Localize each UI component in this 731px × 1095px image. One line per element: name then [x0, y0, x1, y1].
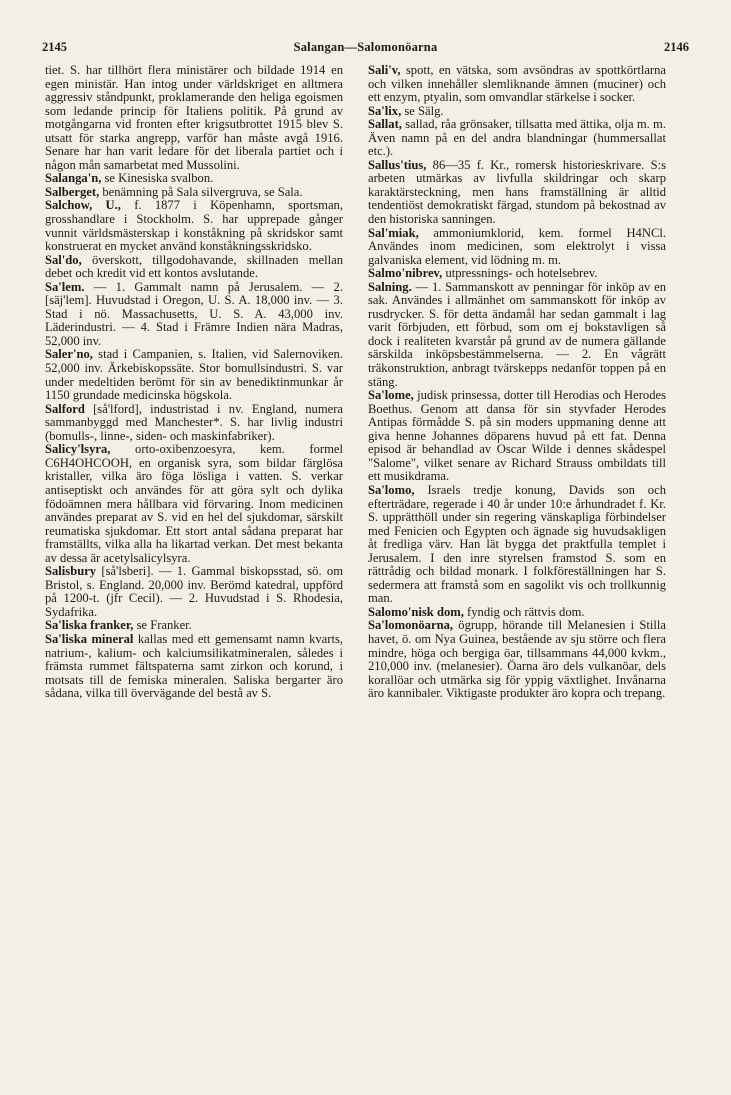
entry-headword: Sallat,	[368, 117, 402, 132]
entry-text: utpressnings- och hotelsebrev.	[442, 266, 598, 281]
dictionary-entry	[45, 281, 343, 349]
entry-headword: Salanga'n,	[45, 171, 102, 186]
dictionary-entry	[45, 64, 343, 172]
dictionary-entry	[368, 159, 666, 227]
dictionary-entry	[45, 186, 343, 200]
entry-text: stad i Campanien, s. Italien, vid Salernoviken. 52,000 inv. Ärkebiskopssäte. Stor bomullsindustri. S. var under medeltiden berömt för sin av benediktinmunkar år 1150 grundade medicinska högskola.	[45, 347, 343, 403]
page-number-right: 2146	[663, 40, 689, 54]
entry-headword: Salberget,	[45, 184, 100, 199]
entry-text: f. 1877 i Köpenhamn, sportsman, grosshandlare i Stockholm. S. har upprepade gånger vunnit världsmästerskap i konståkning på skridskor samt konstruerat en mycket använd konståkningsskridsko.	[45, 198, 343, 254]
entry-text: — 1. Sammanskott av penningar för inköp av en sak. Användes i allmänhet om sammanskott för inköp av rusdrycker. S. för detta ändamål har sedan gammalt i lag varit förbjuden, ett förbud, som om ej bokstavligen så dock i realiteten kvarstår på grund av de numera gällande särskilda inköpsbestämmelserna. — 2. En vågrätt träkonstruktion, anbragt tvärskepps nedanför toppen på en stäng.	[368, 279, 666, 389]
dictionary-entry	[368, 389, 666, 484]
entry-headword: Salchow, U.,	[45, 198, 121, 213]
entry-headword: Sa'liska mineral	[45, 631, 134, 646]
entry-headword: Salisbury	[45, 564, 97, 579]
dictionary-entry	[45, 633, 343, 701]
entry-headword: Sa'lomo,	[368, 482, 415, 497]
entry-headword: Sal'miak,	[368, 225, 419, 240]
entry-headword: Sa'liska franker,	[45, 618, 134, 633]
entry-headword: Salning.	[368, 279, 412, 294]
entry-text: — 1. Gammalt namn på Jerusalem. — 2. [säj'lem]. Huvudstad i Oregon, U. S. A. 18,000 inv. — 3. Stad i nö. Massachusetts, U. S. A. 43,000 inv. Läderindustri. — 4. Stad i Främre Indien nära Madras, 52,000 inv.	[45, 279, 343, 348]
entry-headword: Salomo'nisk dom,	[368, 604, 464, 619]
entry-text: judisk prinsessa, dotter till Herodias och Herodes Boethus. Genom att dansa för sin styvfader Herodes Antipas förmådde S. på sin moders uppmaning denne att giva henne Johannes döparens huvud på ett fat. Denna episod är behandlad av Oscar Wilde i dennes skådespel "Salome", vilket senare av Richard Strauss ombildats till ett musikdrama.	[368, 388, 666, 484]
dictionary-entry	[45, 619, 343, 633]
entry-text: kallas med ett gemensamt namn kvarts, natrium-, kalium- och kalciumsilikatmineralen, således i främsta rummet fältspaterna samt zirkon och korund, i motsats till de femiska mineralen. Saliska bergarter äro sådana, vilka till övervägande del bestå av S.	[45, 631, 343, 701]
dictionary-entry	[368, 619, 666, 700]
entry-text: [så'lsberi]. — 1. Gammal biskopsstad, sö. om Bristol, s. England. 20,000 inv. Berömd katedral, uppförd på 1200-t. (jfr Cecil). — 2. Huvudstad i S. Rhodesia, Sydafrika.	[45, 564, 343, 619]
dictionary-entry	[368, 281, 666, 389]
dictionary-entry	[368, 105, 666, 119]
page-title: Salangan—Salomonöarna	[293, 40, 438, 54]
entry-headword: Sali'v,	[368, 63, 401, 77]
entry-headword: Saler'no,	[45, 347, 93, 362]
dictionary-entry	[45, 403, 343, 444]
entry-text: se Kinesiska svalbon.	[101, 171, 214, 186]
entry-text: orto-oxibenzoesyra, kem. formel C6H4OHCOOH, en organisk syra, som bildar färglösa kristaller, vilka äro föga lösliga i vatten. S. verkar antiseptiskt och användes för att göra sylt och dylika födoämnen mera hållbara vid förvaring. Inom medicinen användes preparat av S. vid en hel del sjukdomar, särskilt reumatiska sjukdomar. Ett stort antal sådana preparat har framställts, vilka alla ha likartad verkan. Det mest bekanta av dessa är acetylsalicylsyra.	[45, 442, 343, 565]
entry-text: sallad, råa grönsaker, tillsatta med ättika, olja m. m. Även namn på en del andra blandningar (hummersallat etc.).	[368, 117, 666, 159]
entry-headword: Salmo'nibrev,	[368, 266, 443, 281]
entry-text: spott, en vätska, som avsöndras av spottkörtlarna och vilken innehåller slemliknande ämnen (muciner) och ett enzym, ptyalin, som omvandlar stärkelse i socker.	[368, 63, 666, 105]
page-number-left: 2145	[42, 40, 67, 54]
dictionary-entry	[45, 348, 343, 402]
entry-text: tiet. S. har tillhört flera ministärer och bildade 1914 en egen ministär. Han intog under världskriget en alltmera aggressiv ståndpunkt, proklamerande den heliga egoismen som ledande princip för Italiens politik. På grund av motgångarna vid fronten efter krigsutbrottet 1915 blev S. utsatt för starka angrepp, varför han måste avgå 1916. Senare har han varit ledare för det liberala partiet och i någon mån samarbetat med Mussolini.	[45, 63, 343, 172]
entry-text: överskott, tillgodohavande, skillnaden mellan debet och kredit vid ett kontos avslutande.	[45, 252, 343, 281]
entry-text: Israels tredje konung, Davids son och efterträdare, regerade i 40 år under 10:e århundradet f. Kr. S. upprätthöll under sin regering vänskapliga förbindelser med Fenicien och Egypten och ägnade sig huvudsakligen åt fredliga värv. Han lät bygga det praktfulla templet i Jerusalem. I den inre styrelsen framstod S. som en rättrådig och bildad monark. I folkföreställningen har S. sedermera att framstå som en sagolikt vis och trollkunnig man.	[368, 482, 666, 606]
entry-text: [så'lford], industristad i nv. England, numera sammanbyggd med Manchester*. S. har livlig industri (bomulls-, linne-, siden- och maskinfabriker).	[45, 401, 343, 443]
dictionary-entry	[45, 254, 343, 281]
entry-text: ammoniumklorid, kem. formel H4NCl. Användes inom medicinen, som elektrolyt i vissa galvaniska element, vid lödning m. m.	[368, 225, 666, 267]
dictionary-entry	[368, 227, 666, 268]
entry-headword: Sa'lix,	[368, 103, 402, 118]
dictionary-entry	[45, 199, 343, 253]
dictionary-entry	[45, 172, 343, 186]
dictionary-entry	[368, 267, 666, 281]
right-column	[368, 64, 666, 701]
dictionary-entry	[368, 118, 666, 159]
entry-text: se Franker.	[133, 618, 192, 633]
entry-text: fyndig och rättvis dom.	[463, 604, 585, 619]
entry-headword: Sa'lome,	[368, 388, 414, 403]
entry-text: se Sälg.	[401, 103, 444, 118]
entry-headword: Sal'do,	[45, 252, 82, 267]
dictionary-entry	[45, 565, 343, 619]
dictionary-entry	[368, 484, 666, 606]
entry-headword: Sallus'tius,	[368, 157, 427, 172]
page-header	[42, 40, 689, 56]
dictionary-entry	[368, 606, 666, 620]
entry-headword: Sa'lem.	[45, 279, 85, 294]
entry-headword: Salicy'lsyra,	[45, 442, 111, 457]
entry-headword: Sa'lomonöarna,	[368, 618, 454, 633]
entry-headword: Salford	[45, 401, 85, 416]
entry-text: benämning på Sala silvergruva, se Sala.	[99, 184, 303, 199]
left-column	[45, 64, 343, 701]
dictionary-entry	[368, 64, 666, 105]
entry-text: ögrupp, hörande till Melanesien i Stilla havet, ö. om Nya Guinea, bestående av sju större och flera mindre, höga och bergiga öar, tillsammans 44,000 kvkm., 210,000 inv. (melanesier). Öarna äro dels vulkanöar, dels korallöar och utmärka sig för yppig växtlighet. Invånarna äro kannibaler. Viktigaste produkter äro kopra och trepang.	[368, 618, 666, 701]
dictionary-entry	[45, 443, 343, 565]
entry-text: 86—35 f. Kr., romersk historieskrivare. S:s arbeten utmärkas av livfulla skildringar och skarp karaktärsteckning, men hans framställning är alltid tendentiöst demokratiskt färgad, stundom på bekostnad av den historiska sanningen.	[368, 157, 666, 227]
